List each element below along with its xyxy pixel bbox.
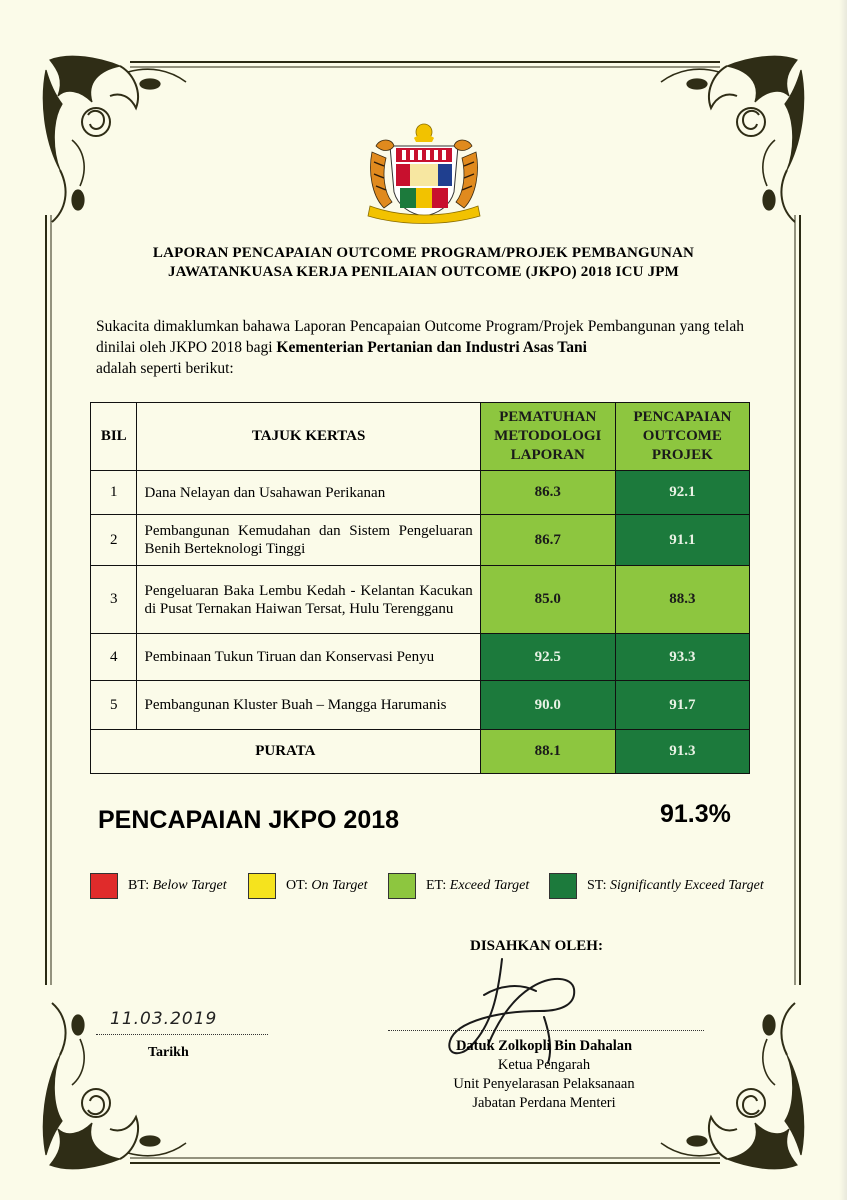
row-title: Pembangunan Kemudahan dan Sistem Pengeluaran Benih Berteknologi Tinggi	[137, 515, 480, 566]
row-bil: 3	[91, 566, 137, 634]
legend-item-st	[549, 873, 764, 899]
signature-dotted-line	[388, 1030, 704, 1031]
handwritten-date: 11.03.2019	[110, 1009, 218, 1029]
header-methodology-l3: LAPORAN	[510, 447, 585, 463]
row-title: Pengeluaran Baka Lembu Kedah - Kelantan Kacukan di Pusat Ternakan Haiwan Tersat, Hulu Terengganu	[137, 566, 480, 634]
coat-of-arms-emblem	[362, 122, 486, 224]
legend-item-ot	[248, 873, 368, 899]
header-outcome-l3: PROJEK	[651, 447, 713, 463]
legend-item-bt	[90, 873, 227, 899]
legend-swatch-light-green	[388, 873, 416, 899]
row-outcome-score: 92.1	[615, 471, 749, 515]
header-title: TAJUK KERTAS	[137, 403, 480, 471]
legend-text: Exceed Target	[449, 878, 530, 893]
table-row	[91, 471, 750, 515]
intro-paragraph	[96, 316, 744, 379]
table-row	[91, 681, 750, 730]
ministry-name: Kementerian Pertanian dan Industri Asas Tani	[276, 339, 587, 356]
table-row	[91, 515, 750, 566]
intro-text: Sukacita dimaklumkan bahawa Laporan Pencapaian Outcome Program/Projek Pembangunan yang telah dinilai oleh JKPO 2018 bagi	[96, 318, 744, 356]
overall-achievement-value: 91.3%	[660, 800, 731, 828]
header-methodology-l1: PEMATUHAN	[499, 409, 597, 425]
legend-swatch-red	[90, 873, 118, 899]
header-methodology	[480, 403, 615, 471]
average-row	[91, 730, 750, 774]
legend-code: ET:	[426, 878, 447, 893]
row-outcome-score: 93.3	[615, 634, 749, 681]
average-outcome-score: 91.3	[615, 730, 749, 774]
legend-text: On Target	[311, 878, 368, 893]
row-title: Pembinaan Tukun Tiruan dan Konservasi Penyu	[137, 634, 480, 681]
signer-department: Jabatan Perdana Menteri	[472, 1095, 616, 1111]
header-methodology-l2: METODOLOGI	[494, 428, 602, 444]
header-outcome-l1: PENCAPAIAN	[633, 409, 732, 425]
overall-achievement-label: PENCAPAIAN JKPO 2018	[98, 806, 400, 834]
signer-unit: Unit Penyelarasan Pelaksanaan	[453, 1076, 635, 1092]
title-line-2: JAWATANKUASA KERJA PENILAIAN OUTCOME (JKPO) 2018 ICU JPM	[167, 264, 680, 280]
row-methodology-score: 86.7	[480, 515, 615, 566]
average-methodology-score: 88.1	[480, 730, 615, 774]
row-methodology-score: 86.3	[480, 471, 615, 515]
average-label: PURATA	[91, 730, 481, 774]
row-methodology-score: 90.0	[480, 681, 615, 730]
signer-block	[388, 1037, 700, 1113]
row-bil: 4	[91, 634, 137, 681]
row-bil: 5	[91, 681, 137, 730]
table-row	[91, 634, 750, 681]
legend-text: Significantly Exceed Target	[610, 878, 764, 893]
row-bil: 1	[91, 471, 137, 515]
date-dotted-line	[96, 1034, 268, 1035]
table-header-row	[91, 403, 750, 471]
legend-code: BT:	[128, 878, 150, 893]
intro-text-end: adalah seperti berikut:	[96, 360, 234, 377]
row-outcome-score: 91.1	[615, 515, 749, 566]
rating-legend	[90, 873, 790, 901]
results-table	[90, 402, 750, 774]
legend-item-et	[388, 873, 529, 899]
approved-by-heading: DISAHKAN OLEH:	[470, 938, 603, 954]
row-outcome-score: 88.3	[615, 566, 749, 634]
signer-title: Ketua Pengarah	[497, 1057, 591, 1073]
legend-code: ST:	[587, 878, 607, 893]
signer-name: Datuk Zolkopli Bin Dahalan	[455, 1038, 633, 1054]
row-methodology-score: 85.0	[480, 566, 615, 634]
title-line-1: LAPORAN PENCAPAIAN OUTCOME PROGRAM/PROJEK PEMBANGUNAN	[152, 245, 695, 261]
row-methodology-score: 92.5	[480, 634, 615, 681]
header-outcome-l2: OUTCOME	[642, 428, 722, 444]
row-title: Pembangunan Kluster Buah – Mangga Harumanis	[137, 681, 480, 730]
legend-code: OT:	[286, 878, 308, 893]
row-title: Dana Nelayan dan Usahawan Perikanan	[137, 471, 480, 515]
date-label: Tarikh	[148, 1045, 189, 1060]
table-row	[91, 566, 750, 634]
legend-swatch-dark-green	[549, 873, 577, 899]
legend-swatch-yellow	[248, 873, 276, 899]
header-outcome	[615, 403, 749, 471]
row-outcome-score: 91.7	[615, 681, 749, 730]
legend-text: Below Target	[152, 878, 227, 893]
row-bil: 2	[91, 515, 137, 566]
document-title	[60, 244, 787, 282]
header-bil: BIL	[91, 403, 137, 471]
